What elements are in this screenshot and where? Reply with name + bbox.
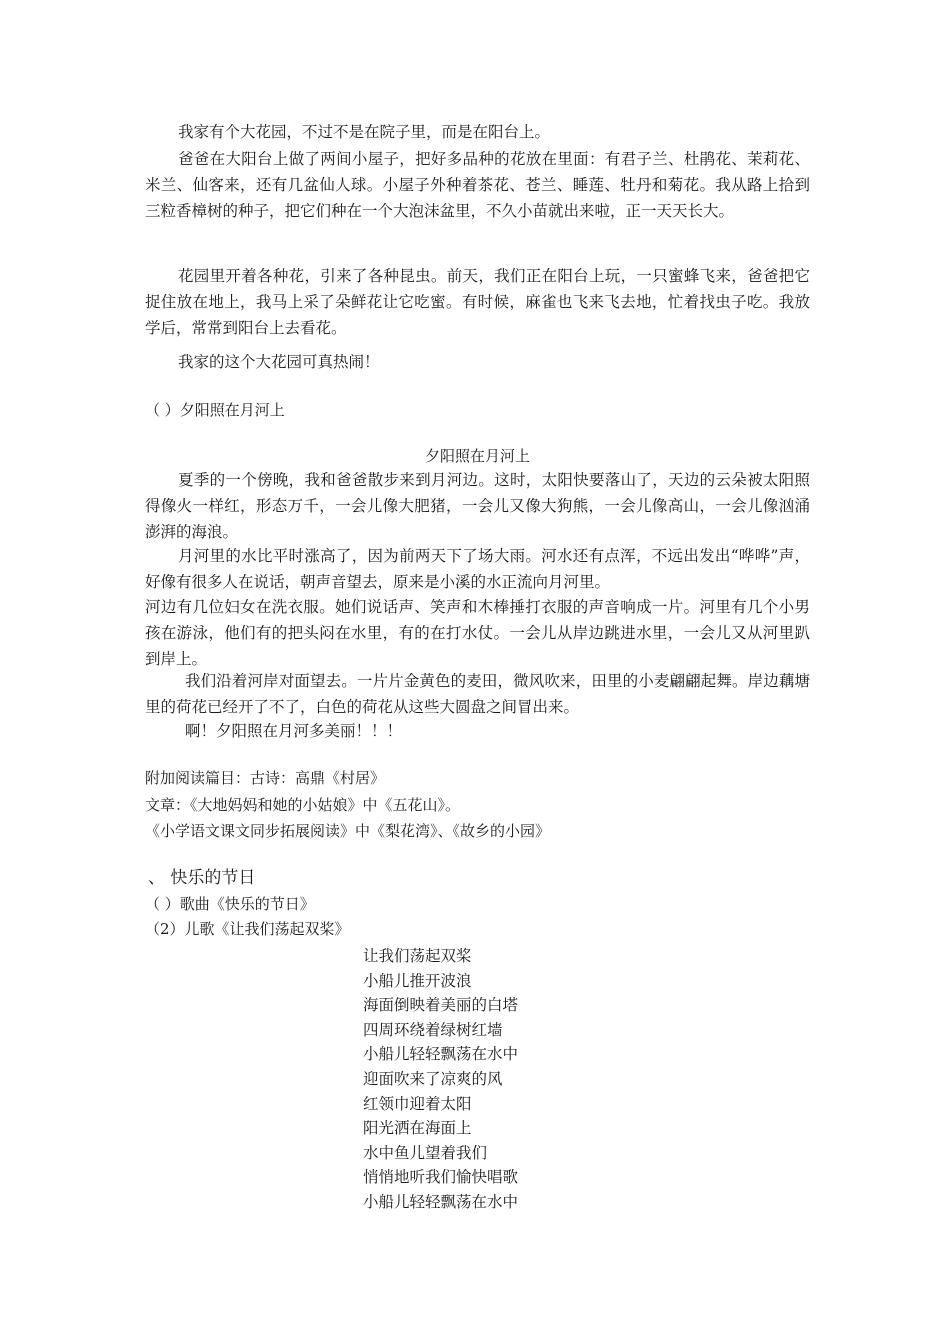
- extra-reading-line-3: 《小学语文课文同步拓展阅读》中《梨花湾》、《故乡的小园》: [145, 822, 551, 840]
- poem-line: 红领巾迎着太阳: [363, 1094, 472, 1113]
- poem-line: 四周环绕着绿树红墙: [363, 1020, 503, 1039]
- poem-line: 让我们荡起双桨: [363, 947, 472, 965]
- poem: [363, 944, 518, 1215]
- article2-paragraph-2: 月河里的水比平时涨高了，因为前两天下了场大雨。河水还有点浑，不远出发出“哗哗”声，好像有很多人在说话，朝声音望去，原来是小溪的水正流向月河里。: [145, 547, 810, 591]
- poem-line: 海面倒映着美丽的白塔: [363, 996, 519, 1015]
- article1-paragraph-1: 我家有个大花园，不过不是在院子里，而是在阳台上。: [178, 123, 551, 141]
- article2-paragraph-1: 夏季的一个傍晚，我和爸爸散步来到月河边。这时，太阳快要落山了，天边的云朵被太阳照得像火一样红，形态万千，一会儿像大肥猪，一会儿又像大狗熊，一会儿像高山，一会儿像汹涌澎湃的海浪。: [145, 471, 810, 541]
- section-item-2: （2）儿歌《让我们荡起双桨》: [145, 920, 350, 938]
- section-heading: 、 快乐的节日: [148, 868, 256, 888]
- poem-line: 小船儿轻轻飘荡在水中: [363, 1192, 519, 1211]
- article2-title: 夕阳照在月河上: [424, 447, 530, 465]
- section-item-1: （ ）歌曲《快乐的节日》: [145, 895, 315, 913]
- poem-line: 小船儿轻轻飘荡在水中: [363, 1045, 519, 1064]
- poem-line: 水中鱼儿望着我们: [363, 1143, 488, 1162]
- article1-paragraph-4: 我家的这个大花园可真热闹！: [178, 353, 380, 371]
- article2-heading: （ ）夕阳照在月河上: [145, 401, 285, 419]
- extra-reading-line-2: 文章：《大地妈妈和她的小姑娘》中《五花山》。: [145, 796, 461, 814]
- article1-paragraph-2: 爸爸在大阳台上做了两间小屋子，把好多品种的花放在里面：有君子兰、杜鹃花、茉莉花、米兰、仙客来，还有几盆仙人球。小屋子外种着茶花、苍兰、睡莲、牡丹和菊花。我从路上拾到三粒香樟树的种子，把它们种在一个大泡沫盆里，不久小苗就出来啦，正一天天长大。: [145, 150, 810, 220]
- article2-paragraph-5: 啊！夕阳照在月河多美丽！！！: [185, 722, 403, 740]
- article1-paragraph-3: 花园里开着各种花，引来了各种昆虫。前天，我们正在阳台上玩，一只蜜蜂飞来，爸爸把它捉住放在地上，我马上采了朵鲜花让它吃蜜。有时候，麻雀也飞来飞去地，忙着找虫子吃。我放学后，常常到阳台上去看花。: [145, 267, 810, 337]
- extra-reading-line-1: 附加阅读篇目：古诗：高鼎《村居》: [145, 769, 386, 787]
- poem-line: 阳光洒在海面上: [363, 1119, 472, 1138]
- poem-line: 迎面吹来了凉爽的风: [363, 1069, 503, 1088]
- poem-line: 小船儿推开波浪: [363, 971, 472, 990]
- article2-paragraph-4: 我们沿着河岸对面望去。一片片金黄色的麦田，微风吹来，田里的小麦翩翩起舞。岸边藕塘里的荷花已经开了不了，白色的荷花从这些大圆盘之间冒出来。: [145, 672, 810, 716]
- article2-paragraph-3: 河边有几位妇女在洗衣服。她们说话声、笑声和木棒捶打衣服的声音响成一片。河里有几个小男孩在游泳，他们有的把头闷在水里，有的在打水仗。一会儿从岸边跳进水里，一会儿又从河里趴到岸上。: [145, 598, 810, 668]
- poem-line: 悄悄地听我们愉快唱歌: [363, 1168, 519, 1187]
